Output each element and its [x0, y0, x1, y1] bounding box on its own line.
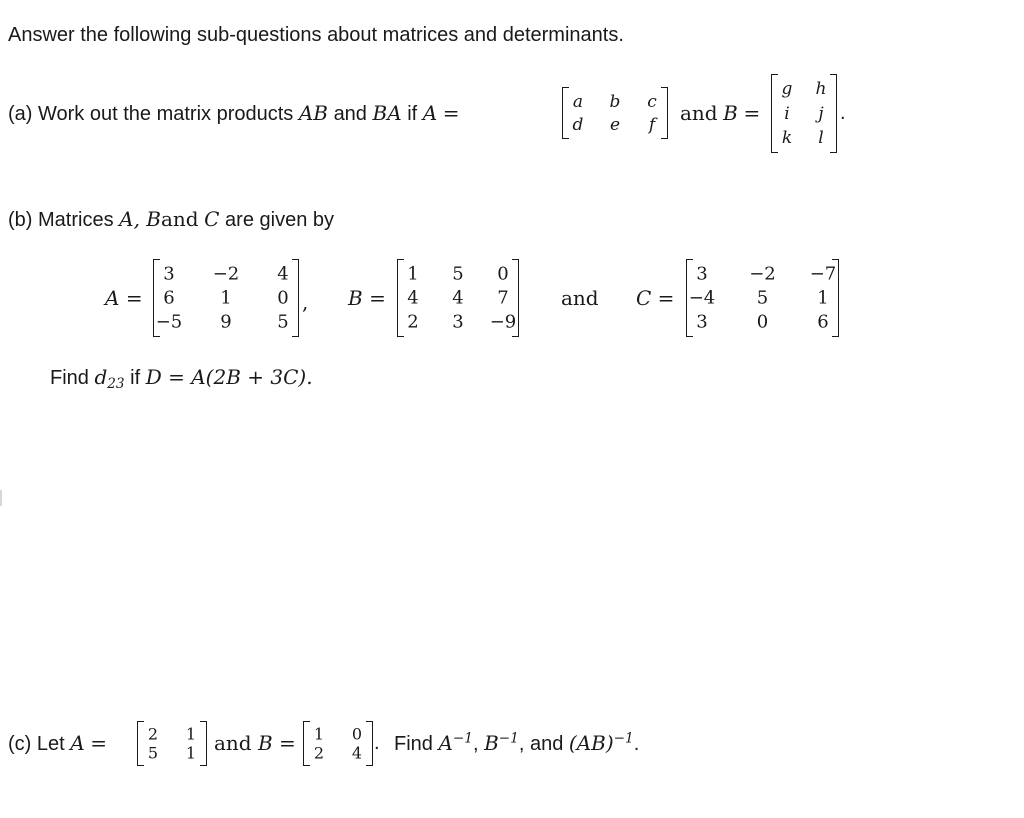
c-b-inv [484, 731, 519, 755]
matrix-b-C [686, 259, 839, 337]
matrix-cell: k [781, 127, 793, 148]
c-and2: and [529, 733, 564, 755]
matrix-cell: f [648, 114, 656, 135]
c-ab-inv-base: (AB) [568, 731, 614, 755]
part-a-var-b: B [723, 101, 738, 125]
b-var-b: B [348, 286, 363, 310]
matrix-cell: 5 [756, 287, 769, 309]
bracket-left [562, 87, 569, 139]
matrix-cell: −5 [155, 311, 183, 333]
b-var-c: C [636, 286, 652, 310]
c-period2: . [633, 733, 640, 755]
bracket-right [830, 74, 837, 153]
matrix-cell: 2 [407, 311, 419, 333]
matrix-cell: 1 [185, 743, 197, 763]
matrix-cell: 3 [696, 263, 708, 285]
part-a-and: and [333, 103, 367, 125]
part-c-text [8, 731, 107, 756]
matrix-cell: 6 [163, 287, 175, 309]
matrix-cell: 4 [277, 263, 289, 285]
bracket-left [303, 721, 310, 766]
matrix-cell: j [818, 103, 824, 124]
matrix-cell: 5 [147, 743, 159, 763]
part-a-and-b [680, 101, 760, 126]
intro-text: Answer the following sub-questions about matrices and determinants. [8, 24, 624, 46]
b-eq-a: = [125, 286, 143, 310]
part-a-eq1: = [442, 101, 460, 125]
part-c-find [394, 731, 639, 756]
c-b-inv-exp: −1 [498, 730, 519, 747]
matrix-cell: 1 [185, 724, 197, 744]
c-comma2: , [518, 733, 525, 755]
matrix-cell: 7 [497, 287, 509, 309]
b-find: Find [50, 367, 89, 389]
matrix-b-A-label [105, 286, 143, 310]
matrix-cell: 1 [817, 287, 829, 309]
matrix-cell: 3 [696, 311, 708, 333]
b-eq-b: = [369, 286, 386, 310]
matrix-cell: 4 [452, 287, 464, 309]
c-comma1: , [472, 733, 479, 755]
part-a-eq2: = [743, 101, 761, 125]
matrix-cell: 3 [163, 263, 175, 285]
c-a-inv [438, 731, 473, 755]
c-var-b: B [257, 731, 273, 755]
matrix-cell: −9 [489, 311, 517, 333]
bracket-right [292, 259, 299, 337]
matrix-cell: c [647, 91, 657, 112]
c-eq1: = [90, 731, 108, 755]
matrix-a-A [562, 87, 668, 139]
matrix-cell: 2 [313, 743, 325, 763]
b-d [94, 365, 125, 393]
matrix-cell: −2 [749, 263, 776, 285]
part-b-label: (b) Matrices [8, 209, 114, 231]
part-c-period: . [374, 732, 380, 754]
matrix-b-A [153, 259, 299, 337]
b-comma: , [302, 290, 309, 314]
matrix-cell: i [784, 103, 790, 124]
matrix-cell: 0 [277, 287, 289, 309]
page-edge-mark [0, 490, 2, 506]
c-b-inv-base: B [484, 731, 499, 755]
matrix-cell: g [781, 79, 793, 100]
part-b-find [50, 365, 313, 393]
part-b-vars: A, B [119, 207, 161, 231]
c-find: Find [394, 733, 433, 755]
b-if: if [130, 367, 141, 389]
c-ab-inv-exp: −1 [613, 730, 634, 747]
matrix-cell: 4 [351, 743, 363, 763]
c-var-a: A [70, 731, 85, 755]
part-b-and: and [161, 207, 199, 231]
bracket-right [200, 721, 207, 766]
b-var-a: A [105, 286, 120, 310]
part-a-var-a: A [422, 101, 438, 125]
bracket-left [397, 259, 404, 337]
b-d-sub: 23 [107, 376, 125, 393]
c-a-inv-exp: −1 [452, 730, 473, 747]
matrix-cell: 9 [220, 311, 232, 333]
matrix-cell: b [609, 91, 621, 112]
bracket-left [771, 74, 778, 153]
matrix-cell: 5 [452, 263, 464, 285]
part-a-prod2: BA [372, 101, 402, 125]
matrix-b-B-label [348, 286, 386, 310]
part-b-text [8, 207, 334, 232]
part-a-text [8, 101, 460, 126]
matrix-cell: 6 [817, 311, 829, 333]
part-c-and-b [214, 731, 296, 755]
matrix-cell: 1 [220, 287, 232, 309]
c-ab-inv [569, 731, 634, 755]
matrix-cell: 0 [351, 724, 363, 744]
matrix-cell: 1 [407, 263, 419, 285]
matrix-c-A [137, 721, 207, 766]
b-d-letter: d [94, 365, 108, 389]
matrix-cell: d [572, 114, 584, 135]
matrix-c-B [303, 721, 373, 766]
part-b-var-c: C [204, 207, 220, 231]
matrix-cell: 0 [497, 263, 509, 285]
part-a-label: (a) Work out the matrix products [8, 103, 294, 125]
matrix-cell: −2 [212, 263, 240, 285]
matrix-cell: 2 [147, 724, 159, 744]
matrix-cell: −4 [688, 287, 716, 309]
b-expr: D = A(2B + 3C). [145, 365, 313, 389]
matrix-cell: −7 [809, 263, 837, 285]
part-c-label: (c) Let [8, 733, 65, 755]
part-a-prod1: AB [298, 101, 328, 125]
matrix-cell: 0 [756, 311, 769, 333]
part-a-period: . [840, 102, 846, 124]
matrix-cell: e [609, 114, 621, 135]
c-eq2: = [279, 731, 296, 755]
matrix-cell: 5 [277, 311, 289, 333]
part-b-are-given: are given by [225, 209, 335, 231]
part-a-if: if [407, 103, 418, 125]
bracket-left [137, 721, 144, 766]
matrix-a-B [771, 74, 837, 153]
matrix-cell: 4 [407, 287, 419, 309]
matrix-cell: 3 [452, 311, 464, 333]
b-and: and [561, 286, 599, 310]
c-a-inv-base: A [438, 731, 453, 755]
part-a-and2: and [680, 101, 718, 125]
matrix-b-B [397, 259, 519, 337]
matrix-cell: l [818, 127, 824, 148]
bracket-right [366, 721, 373, 766]
c-and: and [214, 731, 252, 755]
bracket-right [661, 87, 668, 139]
b-eq-c: = [657, 286, 675, 310]
matrix-cell: 1 [313, 724, 325, 744]
matrix-cell: a [572, 91, 584, 112]
matrix-b-C-label [636, 286, 674, 310]
matrix-cell: h [815, 79, 827, 100]
